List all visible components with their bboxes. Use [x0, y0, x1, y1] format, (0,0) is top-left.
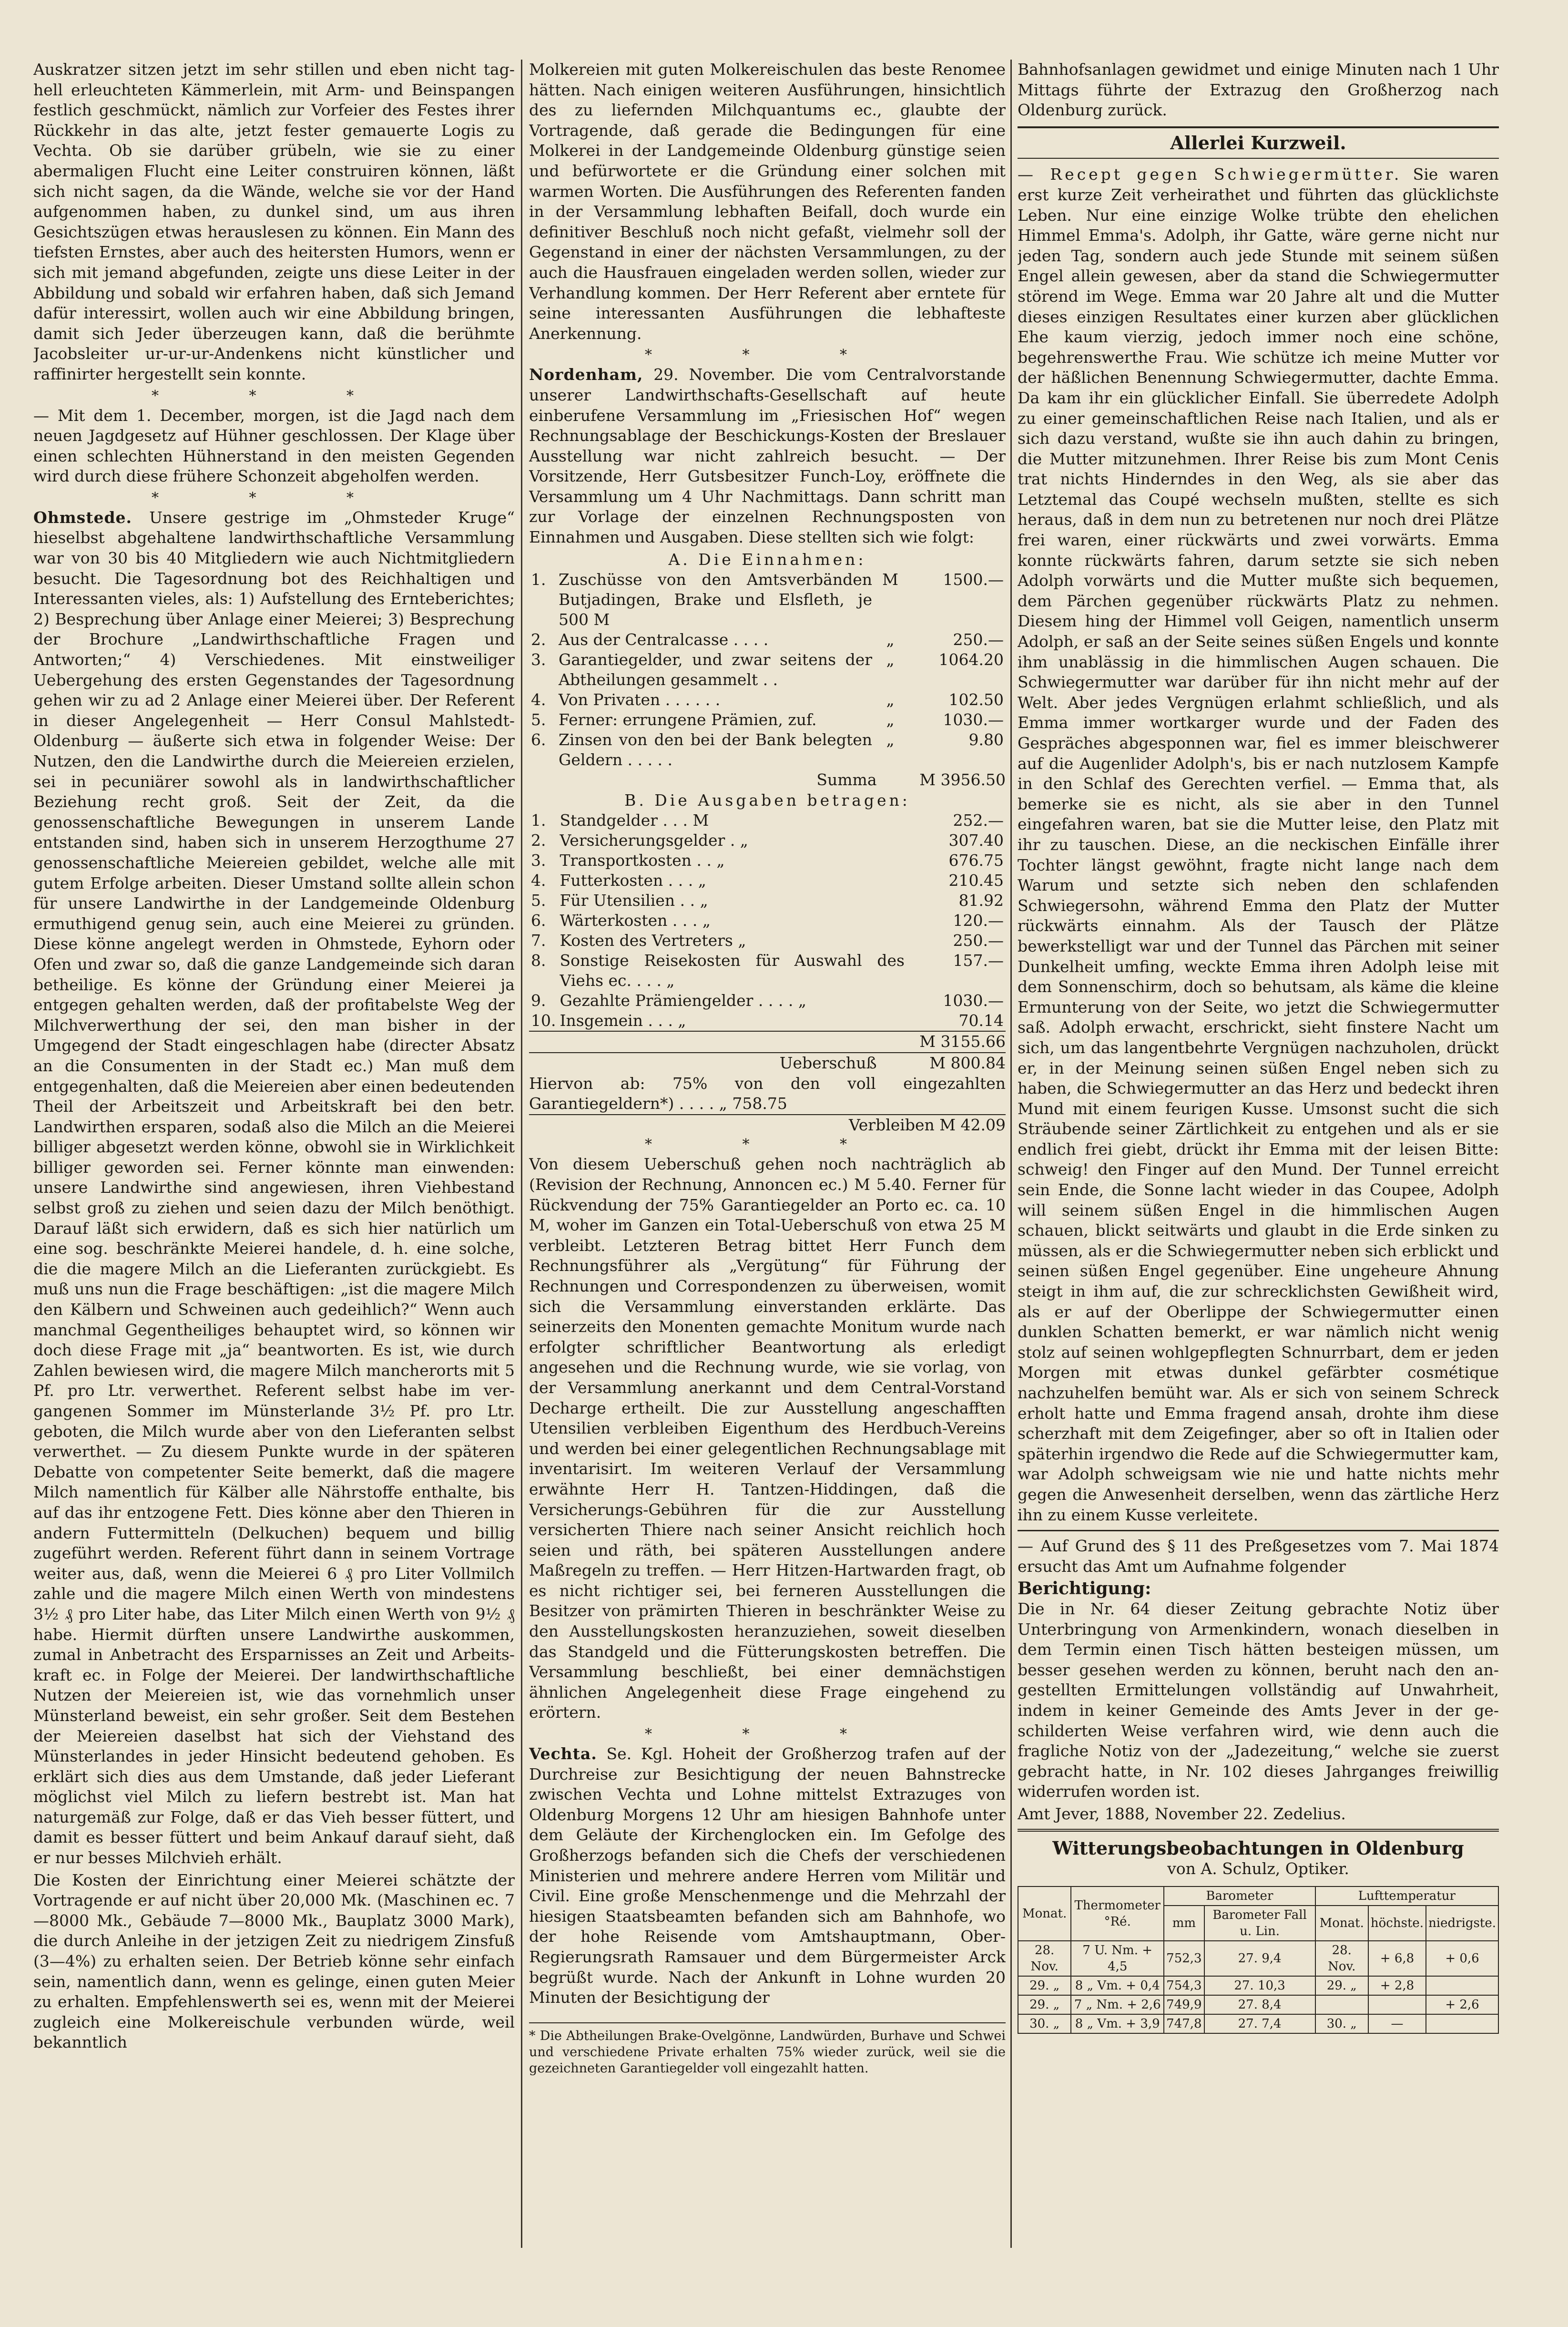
row-number: 5. [531, 891, 546, 910]
row-number: 3. [531, 851, 546, 870]
weather-subtitle: von A. Schulz, Optiker. [1167, 1859, 1349, 1878]
cell-mm: 747,8 [1164, 2014, 1204, 2033]
row-number: 1. [531, 811, 546, 830]
row-value: 1064.20 [938, 650, 1004, 669]
cell-date [1315, 1995, 1368, 2014]
row-text: Kosten des Vertreters „ [560, 931, 746, 950]
row-number: 6. [531, 911, 546, 930]
row-number: 5. [531, 710, 546, 729]
footnote: * Die Abtheilungen Brake-Ovelgönne, Landwürden, Burhave und Schwei und verschiedene Private erhalten 75% wieder zurück, weil sie die gezeichneten Garantiegelder voll eingezahlt hatten. [529, 2022, 1006, 2077]
row-text: Von Privaten . . . . . . [559, 690, 721, 709]
table-row [529, 650, 1006, 690]
table-row [529, 830, 1006, 851]
row-text: Zinsen von den bei der Bank belegten Geldern . . . . . [559, 730, 872, 769]
header-cell: mm [1164, 1906, 1204, 1941]
row-value: 1500.— [943, 570, 1004, 589]
article-paragraph [1018, 164, 1499, 1525]
column-rule [1010, 60, 1012, 2248]
table-row [529, 871, 1006, 891]
row-number: 2. [531, 831, 546, 850]
row-value: 120.— [953, 911, 1004, 930]
column-3 [1018, 60, 1499, 2243]
divider [1018, 1530, 1499, 1531]
cell-mm: 754,3 [1164, 1976, 1204, 1995]
article-paragraph: Molkereien mit guten Molkereischulen das beste Renomee hätten. Nach einigen weiteren Ausführungen, hinsichtlich des zu liefernden Milchquantums ec., glaubte der Vortragende, daß gerade die Bedingungen für eine Molkerei in der Landgemeinde Oldenburg günstige seien und befürwortete er die Gründung einer solchen mit warmen Worten. Die Ausführungen des Referenten fanden in der Versammlung lebhaften Beifall, doch wurde ein definitiver Beschluß noch nicht gefaßt, vielmehr soll der Gegenstand in einer der nächsten Versammlungen, zu der auch die Hausfrauen eingeladen werden sollen, wieder zur Verhandlung kommen. Der Herr Referent aber erntete für seine interessanten Ausführungen die lebhafteste Anerkennung. [529, 60, 1006, 343]
cell-min [1426, 1976, 1498, 1995]
cell-thermometer: 8 „ Vm. + 0,4 [1071, 1976, 1164, 1995]
row-number: 1. [531, 570, 546, 589]
row-number: 7. [531, 931, 546, 950]
table-row [529, 931, 1006, 951]
row-currency: M [882, 570, 898, 589]
cell-date: 29. „ [1018, 1976, 1071, 1995]
row-text: Wärterkosten . . . „ [560, 911, 711, 930]
cell-thermometer: 7 „ Nm. + 2,6 [1071, 1995, 1164, 2014]
row-currency: „ [886, 730, 895, 749]
article-text: Sie waren erst kurze Zeit verheirathet und führten das glücklichste Leben. Nur eine einzige Wolke trübte den ehelichen Himmel Emma's. Adolph, ihr Gatte, wäre gerne nicht nur jeden Tag, sondern auch jede Stunde mit seinem süßen Engel allein gewesen, aber da stand die Schwiegermutter störend im Wege. Emma war 20 Jahre alt und die Mutter dieses einzigen Resultates einer kurzen aber glücklichen Ehe kaum vierzig, jedoch immer noch eine schöne, begehrenswerthe Frau. Wie schütze ich meine Mutter vor der häßlichen Benennung Schwiegermutter, dachte Emma. Da kam ihr ein glücklicher Einfall. Sie überredete Adolph zu einer gemeinschaftlichen Reise nach Italien, und als er sich dazu verstand, wußte sie ihn auch dahin zu bringen, die Mutter mitzunehmen. Ihrer Reise bis zum Mont Cenis trat nichts Hinderndes in den Weg, als sie aber das Letztemal das Coupé wechseln mußten, stellte es sich heraus, daß in dem nun zu betretenen nur noch drei Plätze frei waren, einer rückwärts und zwei vorwärts. Emma konnte rückwärts fahren, darum setzte sie sich neben Adolph vorwärts und die Mutter mußte sich bequemen, dem Pärchen gegenüber rückwärts Platz zu nehmen. Diesem hing der Himmel voll Geigen, namentlich unserm Adolph, er saß an der Seite seines süßen Engels und konnte ihm unablässig in die himmlischen Augen schauen. Die Schwiegermutter war darüber für ihn nicht mehr auf der Welt. Aber jedes Vergnügen erlahmt schließlich, und als Emma immer wortkarger wurde und der Faden des Gespräches abgesponnen war, fiel es immer bleischwerer auf die Augenlider Adolph's, bis er nach nutzlosem Kampfe in den Schlaf des Gerechten verfiel. — Emma that, als bemerke sie es nicht, als sie aber in den Tunnel eingefahren waren, bat sie die Mutter leise, den Platz mit ihr zu tauschen. Diese, an die neckischen Einfälle ihrer Tochter längst gewöhnt, fragte nicht lange nach dem Warum und setzte sich neben den schlafenden Schwiegersohn, während Emma den Platz der Mutter rückwärts einnahm. Als der Tausch der Plätze bewerkstelligt war und der Tunnel das Pärchen mit seiner Dunkelheit umfing, weckte Emma ihren Adolph leise mit dem Sonnenschirm, doch so behutsam, als käme die kleine Ermunterung von der Seite, wo jetzt die Schwiegermutter saß. Adolph erwacht, erschrickt, sieht finstere Nacht um sich, um das langentbehrte Vergnügen nachzuholen, drückt er, in der Meinung seinen süßen Engel neben sich zu haben, die Schwiegermutter an das Herz und bedeckt ihren Mund mit einem feurigen Kusse. Umsonst sucht die sich Sträubende seiner Zärtlichkeit zu entgehen und als er sie endlich frei giebt, drückt ihr Emma mit der leisen Bitte: schweig! den Finger auf den Mund. Der Tunnel erreicht sein Ende, die Sonne lacht wieder in das Coupee, Adolph will seinem süßen Engel in die himmlischen Augen schauen, blickt seitwärts und glaubt in die Erde sinken zu müssen, als er die Schwiegermutter neben sich erblickt und seinen süßen Engel gegenüber. Eine ungeheure Ahnung steigt in ihm auf, die zur schrecklichsten Gewißheit wird, als er auf der Oberlippe der Schwiegermutter einen dunklen Schatten bemerkt, er war nämlich nicht wenig stolz auf seinen wohlgepflegten Schnurrbart, dem er jeden Morgen mit etwas dunkel gefärbter cosmétique nachzuhelfen bemüht war. Als er sich von seinem Schreck erholt hatte und Emma fragend ansah, drohte ihm diese scherzhaft mit dem Zeigefinger, aber so oft in Italien oder späterhin irgendwo die Rede auf die Schwiegermutter kam, war Adolph schweigsam wie nie und hatte nichts mehr gegen die Anwesenheit derselben, wenn das zärtliche Herz ihn zu einem Kusse verleitete. [1018, 165, 1499, 1524]
table-row [529, 891, 1006, 911]
signature-line: Amt Jever, 1888, November 22. Zedelius. [1018, 1804, 1346, 1823]
sum-label: Summa [816, 770, 877, 789]
header-cell: Monat. [1018, 1886, 1071, 1941]
article-text: Unsere gestrige im „Ohmsteder Kruge“ hieselbst abgehaltene landwirthschaftliche Versammlung war von 30 bis 40 Mitgliedern wie auch Nichtmitgliedern besucht. Die Tagesordnung bot des Reichhaltigen und Interessanten vieles, als: 1) Aufstellung des Ernteberichtes; 2) Besprechung über Anlage einer Meierei; 3) Besprechung der Brochure „Landwirthschaftliche Fragen und Antworten;“ 4) Verschiedenes. Mit einstweiliger Uebergehung des ersten Gegenstandes der Tagesordnung gehen wir zu ad 2 Anlage einer Meierei über. Der Referent in dieser Angelegenheit — Herr Consul Mahlstedt-Oldenburg — äußerte sich etwa in folgender Weise: Der Nutzen, den die Landwirthe durch die Meiereien erzielen, sei in pecuniärer sowohl als in landwirthschaftlicher Beziehung recht groß. Seit der Zeit, da die genossenschaftliche Bewegungen in unserem Lande entstanden sind, haben sich in unserem Herzogthume 27 genossenschaftliche Meiereien gebildet, welche alle mit gutem Erfolge arbeiten. Dieser Umstand sollte allein schon für unsere Landwirthe in der Landgemeinde Oldenburg ermuthigend genug sein, auch eine Meierei zu gründen. Diese könne angelegt werden in Ohmstede, Eyhorn oder Ofen und zwar so, daß die ganze Landgemeinde sich daran betheilige. Es könne der Gründung einer Meierei ja entgegen gehalten werden, daß der profitabelste Weg der Milchverwerthung der sei, den man bisher in der Umgegend der Stadt eingeschlagen habe (directer Absatz an die Consumenten in der Stadt ec.) Man muß dem entgegenhalten, daß die Meiereien aber einen bedeutenden Theil der Arbeitszeit und Arbeitskraft bei den betr. Landwirthen ersparen, sodaß also die Milch an die Meierei billiger abgesetzt werden könne, obwohl sie in Wirklichkeit billiger geworden sei. Ferner könnte man einwenden: unsere Landwirthe sind angewiesen, ihren Viehbestand selbst groß zu ziehen und seien dazu der Milch benöthigt. Darauf läßt sich erwidern, daß es sich hier natürlich um eine sog. beschränkte Meierei handele, d. h. eine solche, die die magere Milch an die Lieferanten zurückgiebt. Es muß uns nun die Frage beschäftigen: „ist die magere Milch den Kälbern und Schweinen auch gedeihlich?“ Wenn auch manchmal Gegentheiliges behauptet wird, so können wir doch diese Frage mit „ja“ beantworten. Es ist, wie durch Zahlen bewiesen wird, die magere Milch mancherorts mit 5 Pf. pro Ltr. verwerthet. Referent selbst habe im vergangenen Sommer im Münsterlande 3½ Pf. pro Ltr. geboten, die Milch wurde aber von den Lieferanten selbst verwerthet. — Zu diesem Punkte wurde in der späteren Debatte von competenter Seite bemerkt, daß die magere Milch namentlich für Kälber alle Nährstoffe enthalte, bis auf das ihr entzogene Fett. Dies könne aber den Thieren in andern Futtermitteln (Delkuchen) bequem und billig zugeführt werden. Referent führt dann in seinem Vortrage weiter aus, daß, wenn die Meierei 6 ₰ pro Liter Vollmilch zahle und die magere Milch einen Werth von mindestens 3½ ₰ pro Liter habe, das Liter Milch einen Werth von 9½ ₰ habe. Hiermit dürften unsere Landwirthe auskommen, zumal in Anbetracht des Ersparnisses an Zeit und Arbeitskraft ec. in Folge der Meierei. Der landwirthschaftliche Nutzen der Meiereien ist, wie das vornehmlich unser Münsterland beweist, ein sehr großer. Seit dem Bestehen der Meiereien daselbst hat sich der Viehstand des Münsterlandes in jeder Hinsicht bedeutend gehoben. Es erklärt sich dies aus dem Umstande, daß jeder Lieferant möglichst viel Milch zu liefern bestrebt ist. Man hat naturgemäß zur Folge, daß er das Vieh besser füttert, und damit es besser füttert und beim Ankauf darauf sieht, daß er nur besses Milchvieh erhält. [33, 508, 515, 1867]
dateline: Ohmstede. [33, 508, 132, 527]
berichtigung-title: Berichtigung: [1018, 1579, 1151, 1599]
cell-max: + 2,8 [1368, 1976, 1426, 1995]
header-cell: Monat. [1315, 1906, 1368, 1941]
row-text: Garantiegelder, und zwar seitens der Abtheilungen gesammelt . . [559, 650, 872, 689]
column-rule [521, 60, 522, 2248]
separator-stars: * * * [151, 489, 397, 506]
row-number: 9. [531, 991, 546, 1010]
row-text: Aus der Centralcasse . . . . [559, 630, 769, 649]
article-subtitle: — Recept gegen Schwiegermütter. [1018, 165, 1402, 184]
row-currency: „ [886, 690, 895, 709]
table-row [529, 810, 1006, 830]
table-row [1018, 2014, 1498, 2033]
ausgaben-sum: M 3155.66 [529, 1031, 1006, 1052]
table-row [529, 690, 1006, 710]
cell-min: + 0,6 [1426, 1941, 1498, 1976]
row-text: Zuschüsse von den Amtsverbänden Butjadingen, Brake und Elsfleth, je 500 M [559, 570, 872, 629]
row-value: 1030.— [943, 710, 1004, 729]
verbleiben-line: Verbleiben M 42.09 [529, 1114, 1006, 1136]
cell-mm: 752,3 [1164, 1941, 1204, 1976]
row-text: Gezahlte Prämiengelder . . . . „ [560, 991, 806, 1010]
table-row [1018, 1995, 1498, 2014]
separator-stars: * * * [644, 1136, 890, 1153]
row-text: Futterkosten . . . „ [560, 871, 706, 890]
header-cell: Lufttemperatur [1315, 1886, 1498, 1906]
row-text: Ferner: errungene Prämien, zuf. [559, 710, 817, 729]
row-number: 8. [531, 951, 546, 970]
cell-thermometer: 8 „ Vm. + 3,9 [1071, 2014, 1164, 2033]
article-paragraph: Die Kosten der Einrichtung einer Meierei schätzte der Vortragende er auf nicht über 20,000 Mk. (Maschinen ec. 7—8000 Mk., Gebäude 7—8000 Mk., Bauplatz 3000 Mark), die durch Anleihe in der jetzigen Zeit zu niedrigem Zinsfuß (3—4%) zu erhalten seien. Der Betrieb könne sehr einfach sein, namentlich dann, wenn es gelinge, einen guten Meier zu erhalten. Empfehlenswerth sei es, wenn mit der Meierei zugleich eine Molkereischule verbunden würde, weil bekanntlich [33, 1870, 515, 2052]
cell-date: 30. „ [1315, 2014, 1368, 2033]
row-value: 210.45 [948, 871, 1004, 890]
table-row [529, 951, 1006, 991]
table-row [529, 911, 1006, 931]
article-paragraph [33, 508, 515, 1868]
row-currency: „ [886, 630, 895, 649]
article-paragraph [529, 365, 1006, 547]
row-number: 6. [531, 730, 546, 749]
article-paragraph: Auskratzer sitzen jetzt im sehr stillen und eben nicht taghell erleuchteten Kämmerlein, mit Arm- und Beinspangen festlich geschmückt, nämlich zur Vorfeier des Festes ihrer Rückkehr in das alte, jetzt fester gemauerte Logis zu Vechta. Ob sie darüber grübeln, wie sie zu einer abermaligen Flucht eine Leiter construiren können, läßt sich nicht sagen, da die Wände, welche sie vor der Hand aufgenommen haben, zu dunkel sind, um aus ihren Gesichtszügen etwas herauslesen zu können. Ein Mann des tiefsten Ernstes, aber auch des heitersten Humors, wenn er sich mit jemand abgefunden, zeigte uns diese Leiter in der Abbildung und sobald wir erfahren haben, daß sich Jemand dafür interessirt, wollen auch wir eine Abbildung bringen, damit sich Jeder überzeugen kann, daß die berühmte Jacobsleiter ur-ur-ur-Andenkens nicht künstlicher und raffinirter hergestellt sein konnte. [33, 60, 515, 383]
row-value: 307.40 [948, 831, 1004, 850]
separator-stars: * * * [644, 1726, 890, 1743]
cell-lines: 27. 9,4 [1204, 1941, 1315, 1976]
cell-max: — [1368, 2014, 1426, 2033]
row-text: Für Utensilien . . „ [560, 891, 708, 910]
table-row [529, 570, 1006, 630]
einnahmen-table [529, 570, 1006, 770]
einnahmen-sum [529, 770, 1006, 790]
separator-stars: * * * [644, 347, 890, 364]
cell-thermometer: 7 U. Nm. + 4,5 [1071, 1941, 1164, 1976]
cell-max [1368, 1995, 1426, 2014]
cell-mm: 749,9 [1164, 1995, 1204, 2014]
row-currency: „ [886, 650, 895, 669]
article-paragraph: — Auf Grund des § 11 des Preßgesetzes vom 7. Mai 1874 ersucht das Amt um Aufnahme folgender [1018, 1537, 1499, 1576]
article-text: Se. Kgl. Hoheit der Großherzog trafen auf der Durchreise zur Besichtigung der neuen Bahnstrecke zwischen Vechta und Lohne mittelst Extrazuges von Oldenburg Morgens 12 Uhr am hiesigen Bahnhofe unter dem Geläute der Kirchenglocken ein. Im Gefolge des Großherzogs befanden sich die Chefs der verschiedenen Ministerien und mehrere andere Herren vom Militär und Civil. Eine große Menschenmenge und die Mehrzahl der hiesigen Staatsbeamten befanden sich am Bahnhofe, wo der hohe Reisende vom Amtshauptmann, Ober-Regierungsrath Ramsauer und dem Bürgermeister Arck begrüßt wurde. Nach der Ankunft in Lohne wurden 20 Minuten der Besichtigung der [529, 1744, 1006, 2007]
row-currency: „ [886, 710, 895, 729]
cell-lines: 27. 8,4 [1204, 1995, 1315, 2014]
header-cell: Barometer Fall u. Lin. [1204, 1906, 1315, 1941]
row-text: Transportkosten . . „ [560, 851, 725, 870]
column-1 [33, 60, 515, 2243]
dateline: Nordenham, [529, 365, 643, 384]
header-cell: höchste. [1368, 1906, 1426, 1941]
cell-date: 28. Nov. [1315, 1941, 1368, 1976]
row-text: Standgelder . . . M [560, 811, 709, 830]
cell-date: 28. Nov. [1018, 1941, 1071, 1976]
cell-max: + 6,8 [1368, 1941, 1426, 1976]
row-number: 10. [531, 1011, 556, 1030]
cell-date: 29. „ [1315, 1976, 1368, 1995]
column-2 [529, 60, 1006, 2243]
separator-stars: * * * [151, 387, 397, 404]
ueberschuss-line [529, 1052, 1006, 1074]
cell-date: 30. „ [1018, 2014, 1071, 2033]
row-value: 676.75 [948, 851, 1004, 870]
cell-min: + 2,6 [1426, 1995, 1498, 2014]
row-number: 3. [531, 650, 546, 669]
row-value: 70.14 [958, 1011, 1004, 1030]
table-row [529, 630, 1006, 650]
einnahmen-title: A. Die Einnahmen: [668, 550, 866, 569]
table-row [529, 730, 1006, 770]
row-text: Sonstige Reisekosten für Auswahl des Viehs ec. . . . „ [560, 951, 905, 990]
row-value: 1030.— [943, 991, 1004, 1010]
row-text: Insgemein . . . „ [560, 1011, 686, 1030]
table-row [529, 991, 1006, 1011]
row-number: 2. [531, 630, 546, 649]
row-text: Versicherungsgelder . „ [560, 831, 748, 850]
cell-date: 29. „ [1018, 1995, 1071, 2014]
cell-min [1426, 2014, 1498, 2033]
row-value: 252.— [953, 811, 1004, 830]
table-row [529, 1011, 1006, 1031]
dateline: Vechta. [529, 1744, 597, 1763]
table-row [1018, 1976, 1498, 1995]
article-paragraph: Bahnhofsanlagen gewidmet und einige Minuten nach 1 Uhr Mittags führte der Extrazug den Großherzog nach Oldenburg zurück. [1018, 60, 1499, 120]
row-value: 9.80 [968, 730, 1004, 749]
ueberschuss-value: M 800.84 [929, 1054, 1006, 1073]
article-paragraph [529, 1744, 1006, 2008]
article-paragraph: Die in Nr. 64 dieser Zeitung gebrachte Notiz über Unterbringung von Armenkindern, wonach dieselben in dem Termin einen Tisch hätten besteigen müssen, um besser gesehen werden zu können, beruht nach den angestellten Ermittelungen vollständig auf Unwahrheit, indem in keiner Gemeinde des Amts Jever in der geschilderten Weise verfahren wird, wie denn auch die fragliche Notiz von der „Jadezeitung,“ welche sie zuerst gebracht hatte, in Nr. 102 dieses Jahrganges freiwillig widerrufen worden ist. [1018, 1599, 1499, 1801]
header-cell: Thermometer °Ré. [1071, 1886, 1164, 1941]
ueberschuss-label: Ueberschuß [779, 1054, 877, 1073]
table-row [529, 851, 1006, 871]
row-value: 157.— [953, 951, 1004, 970]
hiervon-line: Hiervon ab: 75% von den voll eingezahlten Garantiegeldern*) . . . . „ 758.75 [529, 1074, 1006, 1113]
row-number: 4. [531, 690, 546, 709]
row-value: 250.— [953, 630, 1004, 649]
row-number: 4. [531, 871, 546, 890]
table-row [529, 710, 1006, 730]
section-heading: Allerlei Kurzweil. [1018, 126, 1499, 159]
row-value: 102.50 [948, 690, 1004, 709]
row-value: 250.— [953, 931, 1004, 950]
article-text: 29. November. Die vom Centralvorstande unserer Landwirthschafts-Gesellschaft auf heute einberufene Versammlung im „Friesischen Hof“ wegen Rechnungsablage der Beschickungs-Kosten der Breslauer Ausstellung war nicht zahlreich besucht. — Der Vorsitzende, Herr Gutsbesitzer Funch-Loy, eröffnete die Versammlung um 4 Uhr Nachmittags. Dann schritt man zur Vorlage der einzelnen Rechnungsposten von Einnahmen und Ausgaben. Diese stellten sich wie folgt: [529, 365, 1006, 547]
row-value: 81.92 [958, 891, 1004, 910]
header-cell: niedrigste. [1426, 1906, 1498, 1941]
article-paragraph: Von diesem Ueberschuß gehen noch nachträglich ab (Revision der Rechnung, Annoncen ec.) M 5.40. Ferner für Rückvendung der 75% Garantiegelder an Porto ec. ca. 10 M, woher im Ganzen ein Total-Ueberschuß von etwa 25 M verbleibt. Letzteren Betrag bittet Herr Funch dem Rechnungsführer als „Vergütung“ für Führung der Rechnungen und Correspondenzen zu überweisen, womit sich die Versammlung einverstanden erklärte. Das seinerzeits den Monenten gemachte Monitum wurde nach erfolgter schriftlicher Beantwortung als erledigt angesehen und die Rechnung wurde, wie sie vorlag, von der Versammlung anerkannt und dem Central-Vorstand Decharge ertheilt. Die zur Ausstellung angeschafften Utensilien verbleiben Eigenthum des Herdbuch-Vereins und werden bei einer gelegentlichen Rechnungsablage mit inventarisirt. Im weiteren Verlauf der Versammlung erwähnte Herr H. Tantzen-Hiddingen, daß die Versicherungs-Gebühren für die zur Ausstellung versicherten Thiere nach seiner Ansicht reichlich hoch seien und räth, bei späteren Ausstellungen andere Maßregeln zu treffen. — Herr Hitzen-Hartwarden fragt, ob es nicht richtiger sei, bei ferneren Ausstellungen die Besitzer von prämirten Thieren in beschränkter Weise zu den Ausstellungskosten heranzuziehen, soweit dieselben das Standgeld und die Fütterungskosten betreffen. Die Versammlung beschließt, bei einer demnächstigen ähnlichen Angelegenheit diese Frage eingehend zu erörtern. [529, 1155, 1006, 1722]
ausgaben-title: B. Die Ausgaben betragen: [624, 790, 910, 810]
weather-table [1018, 1886, 1499, 2034]
ausgaben-table [529, 810, 1006, 1031]
table-row [1018, 1941, 1498, 1976]
weather-title: Witterungsbeobachtungen in Oldenburg [1018, 1829, 1499, 1859]
header-cell: Barometer [1164, 1886, 1315, 1906]
sum-value: M 3956.50 [919, 770, 1006, 789]
cell-lines: 27. 10,3 [1204, 1976, 1315, 1995]
cell-lines: 27. 7,4 [1204, 2014, 1315, 2033]
article-paragraph: — Mit dem 1. December, morgen, ist die Jagd nach dem neuen Jagdgesetz auf Hühner geschlossen. Der Klage über einen schlechten Hühnerstand in den meisten Gegenden wird durch diese frühere Schonzeit abgeholfen werden. [33, 406, 515, 486]
